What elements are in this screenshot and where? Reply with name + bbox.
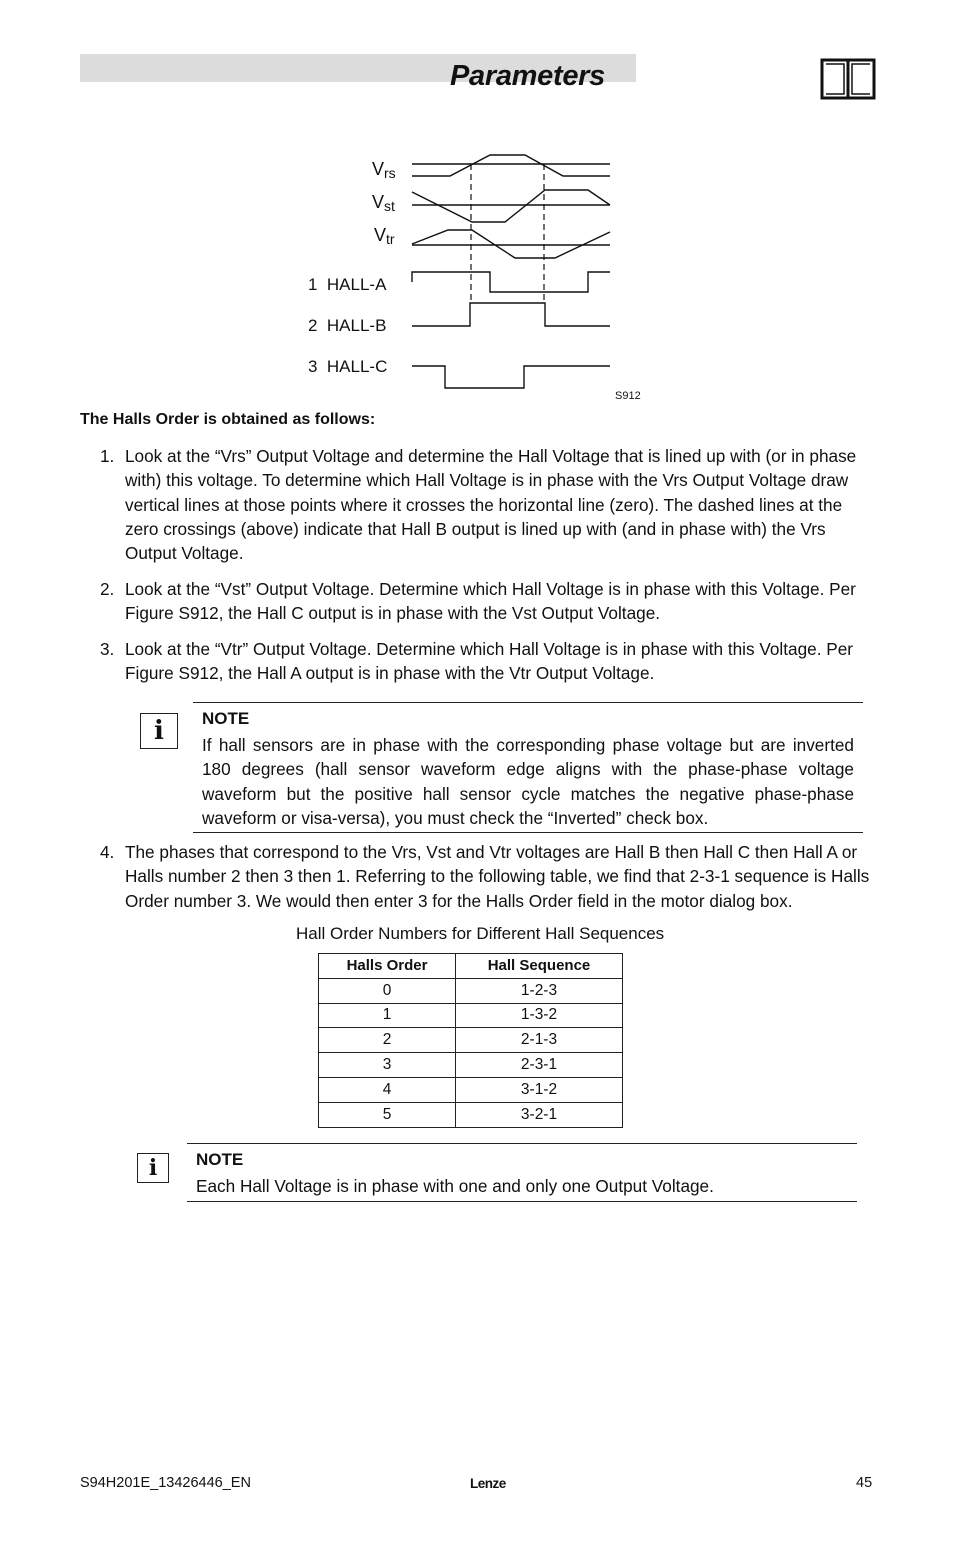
table-cell: 2 bbox=[319, 1028, 456, 1053]
info-icon: i bbox=[140, 713, 178, 749]
list-item bbox=[100, 577, 870, 627]
table-cell: 5 bbox=[319, 1102, 456, 1127]
hall-c-label: 3 HALL-C bbox=[308, 357, 388, 376]
note-bottom-rule bbox=[193, 832, 863, 833]
table-row bbox=[319, 1053, 623, 1078]
section-heading: The Halls Order is obtained as follows: bbox=[80, 411, 376, 428]
note-bottom-rule bbox=[187, 1201, 857, 1202]
vst-label: Vst bbox=[372, 192, 395, 214]
table-cell: 3-1-2 bbox=[456, 1077, 623, 1102]
page-title: Parameters bbox=[450, 60, 605, 92]
list-item bbox=[100, 840, 870, 914]
note-top-rule bbox=[193, 702, 863, 703]
note-text: Each Hall Voltage is in phase with one and only one Output Voltage. bbox=[196, 1176, 714, 1196]
table-cell: 1-2-3 bbox=[456, 978, 623, 1003]
table-cell: 2-1-3 bbox=[456, 1028, 623, 1053]
note-label: NOTE bbox=[202, 709, 250, 728]
note-top-rule bbox=[187, 1143, 857, 1144]
table-cell: 2-3-1 bbox=[456, 1053, 623, 1078]
column-header: Halls Order bbox=[319, 954, 456, 979]
table-caption: Hall Order Numbers for Different Hall Sequences bbox=[296, 924, 665, 943]
table-row bbox=[319, 1077, 623, 1102]
vrs-label: Vrs bbox=[372, 159, 396, 181]
footer-brand: Lenze bbox=[470, 1476, 506, 1491]
vst-waveform bbox=[412, 190, 610, 222]
hall-b-label: 2 HALL-B bbox=[308, 316, 387, 335]
list-item bbox=[100, 444, 870, 566]
table-cell: 1 bbox=[319, 1003, 456, 1028]
table-cell: 1-3-2 bbox=[456, 1003, 623, 1028]
table-row bbox=[319, 978, 623, 1003]
hall-order-table bbox=[318, 953, 623, 1128]
figure-id: S912 bbox=[615, 390, 641, 402]
table-row bbox=[319, 1003, 623, 1028]
vrs-waveform bbox=[412, 155, 610, 176]
list-text: Look at the “Vst” Output Voltage. Determine which Hall Voltage is in phase with this Voltage. Per Figure S912, the Hall C output is in phase with the Vst Output Voltage. bbox=[125, 579, 856, 624]
info-icon: i bbox=[137, 1153, 169, 1183]
note-label: NOTE bbox=[196, 1150, 244, 1169]
list-text: The phases that correspond to the Vrs, Vst and Vtr voltages are Hall B then Hall C then Hall A or Halls number 2 then 3 then 1. Referring to the following table, we find that 2-3-1 sequence is Halls Order number 3. We would then enter 3 for the Halls Order field in the motor dialog box. bbox=[125, 842, 870, 911]
list-number: 4. bbox=[100, 842, 115, 862]
hall-a-label: 1 HALL-A bbox=[308, 275, 387, 294]
list-text: Look at the “Vtr” Output Voltage. Determine which Hall Voltage is in phase with this Voltage. Per Figure S912, the Hall A output is in phase with the Vtr Output Voltage. bbox=[125, 639, 853, 684]
hall-waveform-diagram bbox=[300, 150, 660, 410]
footer-doc-id: S94H201E_13426446_EN bbox=[80, 1475, 251, 1491]
hall-c-waveform bbox=[412, 366, 610, 388]
vtr-waveform bbox=[412, 230, 610, 258]
table-cell: 3 bbox=[319, 1053, 456, 1078]
vtr-label: Vtr bbox=[374, 225, 395, 247]
hall-a-waveform bbox=[412, 272, 610, 292]
table-cell: 0 bbox=[319, 978, 456, 1003]
table-row bbox=[319, 1028, 623, 1053]
hall-b-waveform bbox=[412, 303, 610, 326]
column-header: Hall Sequence bbox=[456, 954, 623, 979]
table-header-row bbox=[319, 954, 623, 979]
book-icon bbox=[820, 57, 876, 101]
table-cell: 3-2-1 bbox=[456, 1102, 623, 1127]
table-cell: 4 bbox=[319, 1077, 456, 1102]
table-row bbox=[319, 1102, 623, 1127]
list-text: Look at the “Vrs” Output Voltage and determine the Hall Voltage that is lined up with (or in phase with) this voltage. To determine which Hall Voltage is in phase with the Vrs Output Voltage draw vertical lines at those points where it crosses the horizontal line (zero). The dashed lines at the zero crossings (above) indicate that Hall B output is lined up with (and in phase with) the Vrs Output Voltage. bbox=[125, 446, 857, 564]
page-number: 45 bbox=[856, 1475, 873, 1491]
list-number: 1. bbox=[100, 446, 115, 466]
list-item bbox=[100, 637, 870, 687]
list-number: 2. bbox=[100, 579, 115, 599]
note-text: If hall sensors are in phase with the corresponding phase voltage but are inverted 180 degrees (hall sensor waveform edge aligns with the phase-phase voltage waveform but the positive hall sensor cycle matches the negative phase-phase waveform or visa-versa), you must check the “Inverted” check box. bbox=[202, 735, 854, 828]
list-number: 3. bbox=[100, 639, 115, 659]
